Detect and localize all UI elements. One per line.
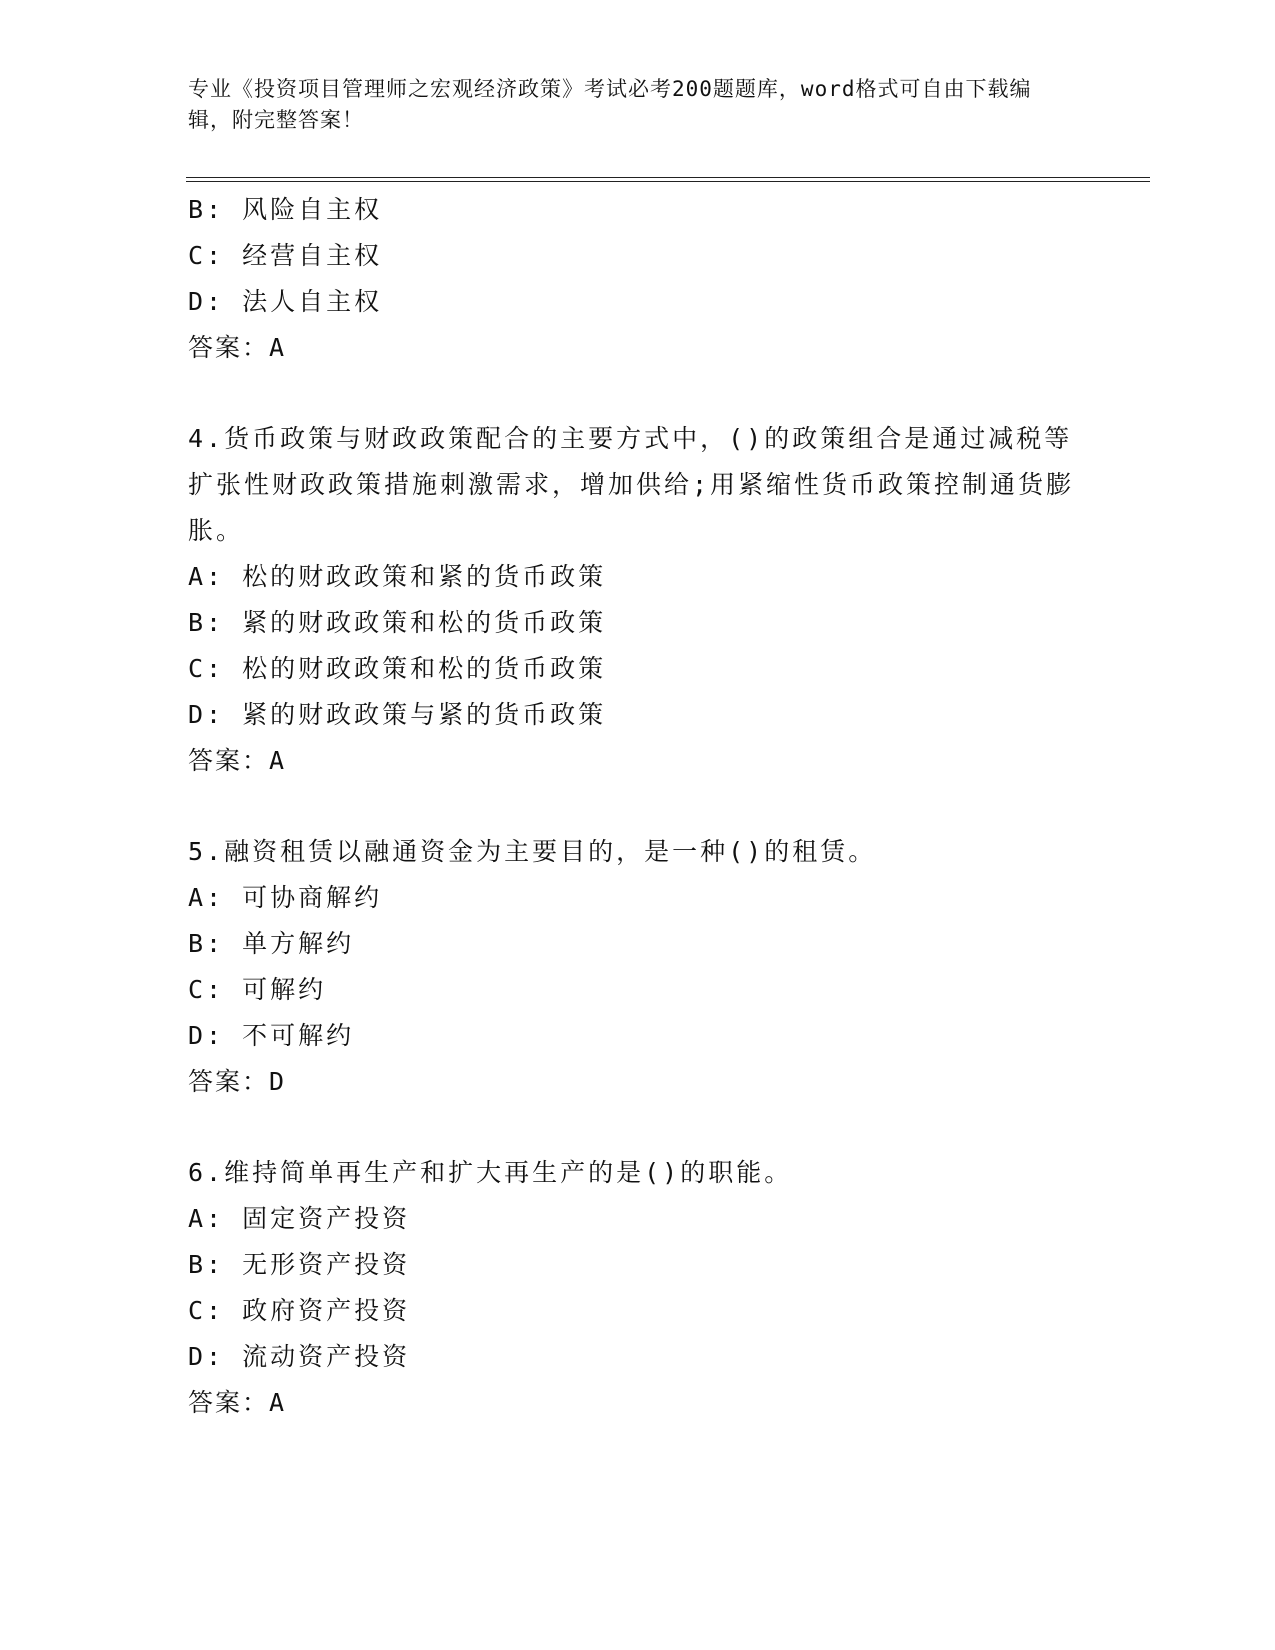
option-c: C: 可解约 [188, 975, 327, 1004]
option-a: A: 可协商解约 [188, 883, 383, 912]
document-title: 专业《投资项目管理师之宏观经济政策》考试必考200题题库，word格式可自由下载编辑，附完整答案！ [188, 77, 1032, 132]
option-b: B: 紧的财政政策和松的货币政策 [188, 608, 607, 637]
answer-label: 答案：A [188, 746, 287, 775]
option-d: D: 法人自主权 [188, 287, 383, 316]
question-3-continued [188, 187, 1088, 371]
option-b: B: 风险自主权 [188, 195, 383, 224]
option-c: C: 政府资产投资 [188, 1296, 411, 1325]
page-header [188, 74, 1068, 136]
option-b: B: 单方解约 [188, 929, 355, 958]
answer-label: 答案：D [188, 1067, 287, 1096]
option-c: C: 经营自主权 [188, 241, 383, 270]
question-list [188, 187, 1088, 1426]
question-stem: 5.融资租赁以融通资金为主要目的，是一种()的租赁。 [188, 837, 877, 866]
option-d: D: 不可解约 [188, 1021, 355, 1050]
header-divider [186, 177, 1150, 182]
question-stem: 4.货币政策与财政政策配合的主要方式中，()的政策组合是通过减税等扩张性财政政策措施刺激需求，增加供给;用紧缩性货币政策控制通货膨胀。 [188, 424, 1075, 545]
option-a: A: 固定资产投资 [188, 1204, 411, 1233]
question-6 [188, 1150, 1088, 1426]
option-a: A: 松的财政政策和紧的货币政策 [188, 562, 607, 591]
answer-label: 答案：A [188, 333, 287, 362]
option-d: D: 流动资产投资 [188, 1342, 411, 1371]
option-c: C: 松的财政政策和松的货币政策 [188, 654, 607, 683]
option-d: D: 紧的财政政策与紧的货币政策 [188, 700, 607, 729]
answer-label: 答案：A [188, 1388, 287, 1417]
question-stem: 6.维持简单再生产和扩大再生产的是()的职能。 [188, 1158, 793, 1187]
question-5 [188, 829, 1088, 1105]
question-4 [188, 416, 1088, 784]
option-b: B: 无形资产投资 [188, 1250, 411, 1279]
